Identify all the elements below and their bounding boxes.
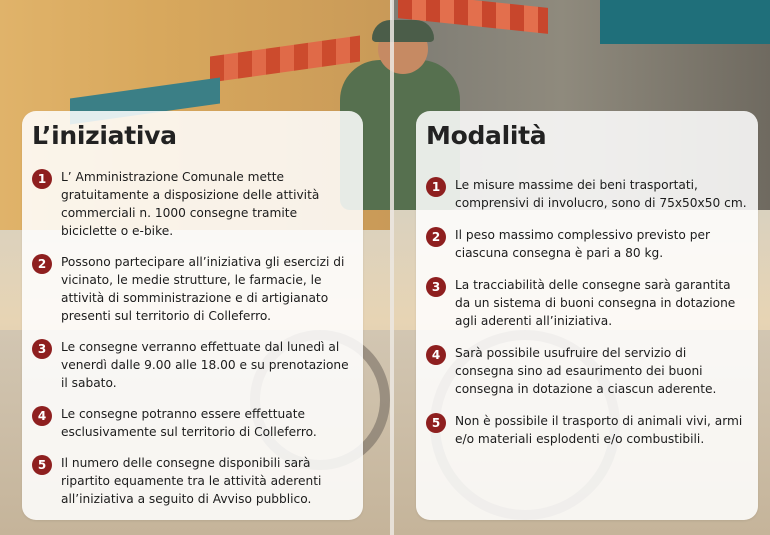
- list-item: [32, 338, 353, 392]
- item-text: L’ Amministrazione Comunale mette gratuitamente a disposizione delle attività commerciali n. 1000 consegne tramite biciclette o e-bike.: [61, 170, 320, 238]
- number-badge: 1: [426, 177, 446, 197]
- list-item: [426, 226, 748, 262]
- modality-list: [426, 176, 748, 448]
- cyclist-cap: [372, 20, 434, 42]
- initiative-panel: [22, 111, 363, 520]
- panel-title: Modalità: [426, 121, 547, 150]
- panel-title: L’iniziativa: [32, 121, 177, 150]
- number-badge: 2: [426, 227, 446, 247]
- initiative-list: [32, 168, 353, 508]
- list-item: [32, 168, 353, 240]
- item-text: Sarà possibile usufruire del servizio di consegna sino ad esaurimento dei buoni consegna in dotazione a ciascun aderente.: [455, 346, 717, 396]
- background-awning: [600, 0, 770, 44]
- number-badge: 2: [32, 254, 52, 274]
- list-item: [426, 176, 748, 212]
- item-text: Possono partecipare all’iniziativa gli esercizi di vicinato, le medie strutture, le farmacie, le attività di somministrazione e di artigianato presenti sul territorio di Colleferro.: [61, 255, 345, 323]
- number-badge: 4: [426, 345, 446, 365]
- item-text: Le misure massime dei beni trasportati, comprensivi di involucro, sono di 75x50x50 cm.: [455, 178, 747, 210]
- item-text: Non è possibile il trasporto di animali vivi, armi e/o materiali esplodenti e/o combustibili.: [455, 414, 743, 446]
- list-item: [426, 412, 748, 448]
- number-badge: 5: [426, 413, 446, 433]
- item-text: Le consegne potranno essere effettuate esclusivamente sul territorio di Colleferro.: [61, 407, 317, 439]
- item-text: Il numero delle consegne disponibili sarà ripartito equamente tra le attività aderenti all’iniziativa a seguito di Avviso pubblico.: [61, 456, 322, 506]
- fold-divider: [390, 0, 394, 535]
- list-item: [32, 405, 353, 441]
- item-text: La tracciabilità delle consegne sarà garantita da un sistema di buoni consegna in dotazione agli aderenti all’iniziativa.: [455, 278, 736, 328]
- list-item: [426, 344, 748, 398]
- number-badge: 5: [32, 455, 52, 475]
- number-badge: 3: [32, 339, 52, 359]
- list-item: [32, 253, 353, 325]
- item-text: Il peso massimo complessivo previsto per ciascuna consegna è pari a 80 kg.: [455, 228, 710, 260]
- modality-panel: [416, 111, 758, 520]
- list-item: [32, 454, 353, 508]
- number-badge: 3: [426, 277, 446, 297]
- number-badge: 1: [32, 169, 52, 189]
- number-badge: 4: [32, 406, 52, 426]
- list-item: [426, 276, 748, 330]
- item-text: Le consegne verranno effettuate dal lunedì al venerdì dalle 9.00 alle 18.00 e su prenotazione il sabato.: [61, 340, 349, 390]
